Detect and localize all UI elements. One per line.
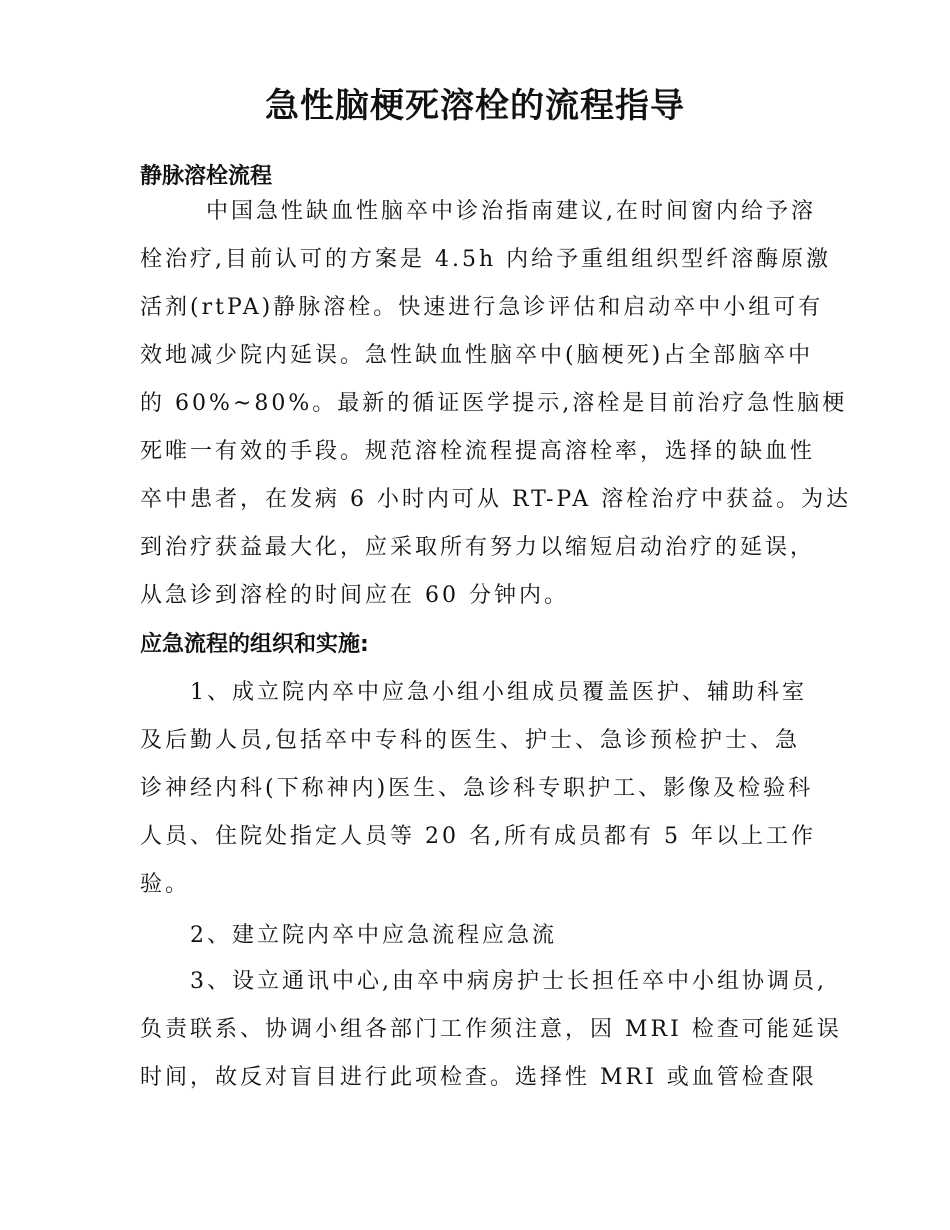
paragraph-line: 到治疗获益最大化，应采取所有努力以缩短启动治疗的延误， bbox=[140, 535, 816, 560]
paragraph-line: 的 60%~80%。最新的循证医学提示,溶栓是目前治疗急性脑梗 bbox=[140, 391, 848, 416]
paragraph-line: 中国急性缺血性脑卒中诊治指南建议,在时间窗内给予溶 bbox=[206, 199, 816, 224]
list-item-line: 诊神经内科(下称神内)医生、急诊科专职护工、影像及检验科 bbox=[140, 776, 814, 801]
paragraph-line: 栓治疗,目前认可的方案是 4.5h 内给予重组组织型纤溶酶原激 bbox=[140, 247, 832, 272]
list-item-line: 人员、住院处指定人员等 20 名,所有成员都有 5 年以上工作 bbox=[140, 824, 816, 849]
list-item-line: 2、建立院内卒中应急流程应急流 bbox=[190, 923, 557, 948]
paragraph-line: 效地减少院内延误。急性缺血性脑卒中(脑梗死)占全部脑卒中 bbox=[140, 343, 814, 368]
section-heading-emergency-process: 应急流程的组织和实施: bbox=[140, 632, 369, 657]
list-item-line: 1、成立院内卒中应急小组小组成员覆盖医护、辅助科室 bbox=[190, 680, 807, 705]
section-heading-iv-thrombolysis: 静脉溶栓流程 bbox=[140, 164, 273, 189]
list-item-line: 验。 bbox=[140, 872, 191, 897]
list-item-line: 负责联系、协调小组各部门工作须注意，因 MRI 检查可能延误 bbox=[140, 1017, 842, 1042]
list-item-line: 3、设立通讯中心,由卒中病房护士长担任卒中小组协调员, bbox=[190, 969, 827, 994]
paragraph-line: 死唯一有效的手段。规范溶栓流程提高溶栓率，选择的缺血性 bbox=[140, 439, 816, 464]
list-item-line: 及后勤人员,包括卒中专科的医生、护士、急诊预检护士、急 bbox=[140, 728, 800, 753]
paragraph-line: 卒中患者，在发病 6 小时内可从 RT-PA 溶栓治疗中获益。为达 bbox=[140, 487, 852, 512]
paragraph-line: 活剂(rtPA)静脉溶栓。快速进行急诊评估和启动卒中小组可有 bbox=[140, 295, 824, 320]
document-title: 急性脑梗死溶栓的流程指导 bbox=[265, 86, 685, 126]
paragraph-line: 从急诊到溶栓的时间应在 60 分钟内。 bbox=[140, 583, 569, 608]
list-item-line: 时间，故反对盲目进行此项检查。选择性 MRI 或血管检查限 bbox=[140, 1065, 817, 1090]
